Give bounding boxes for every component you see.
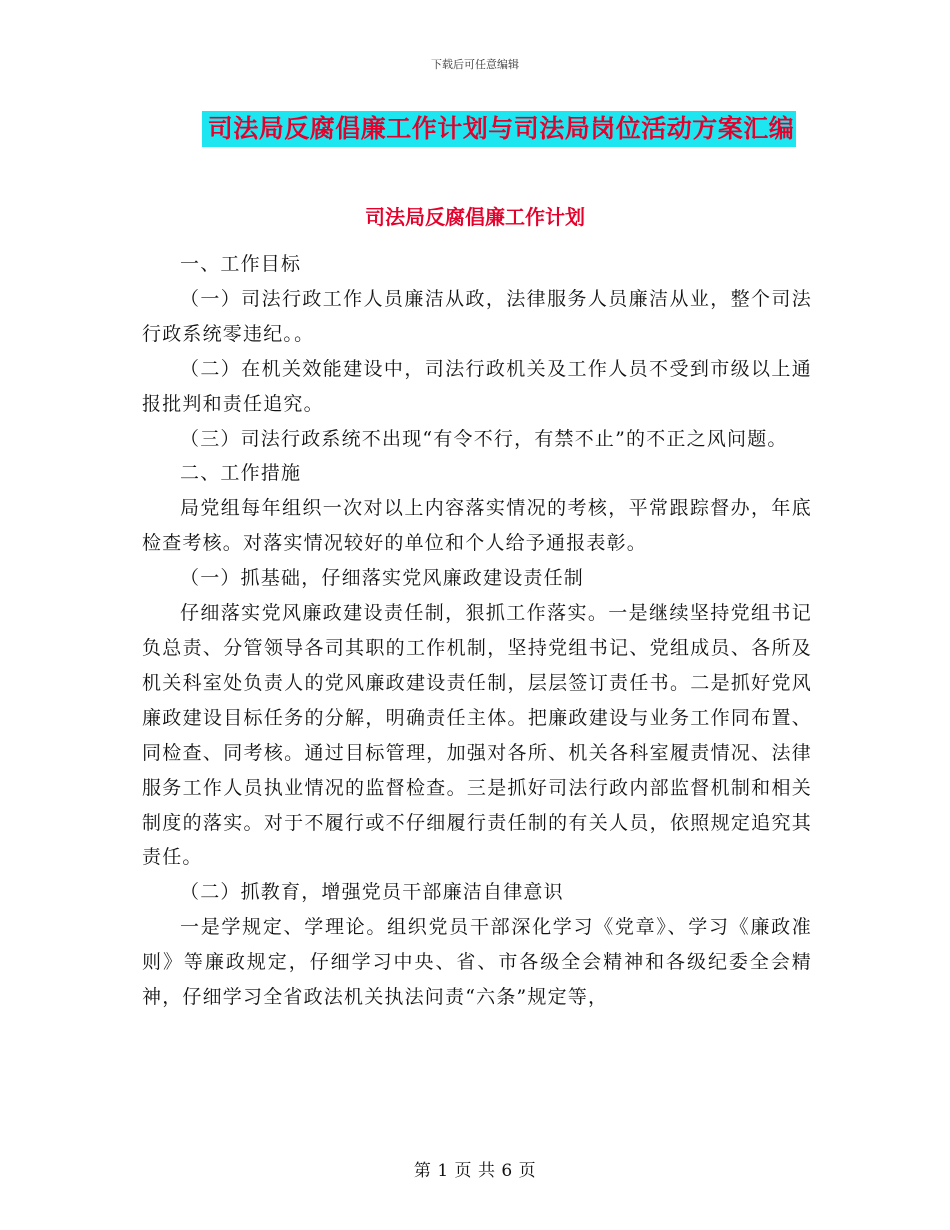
paragraph-goal-1: （一）司法行政工作人员廉洁从政，法律服务人员廉洁从业，整个司法行政系统零违纪。。 bbox=[142, 287, 812, 345]
page-number-footer: 第 1 页 共 6 页 bbox=[413, 1161, 537, 1181]
paragraph-measures-intro: 局党组每年组织一次对以上内容落实情况的考核，平常跟踪督办，年底检查考核。对落实情况较好的单位和个人给予通报表彰。 bbox=[142, 497, 812, 555]
paragraph-goal-2: （二）在机关效能建设中，司法行政机关及工作人员不受到市级以上通报批判和责任追究。 bbox=[142, 357, 812, 415]
main-title-container bbox=[0, 111, 950, 147]
paragraph-study-regulations: 一是学规定、学理论。组织党员干部深化学习《党章》、学习《廉政准则》等廉政规定，仔细学习中央、省、市各级全会精神和各级纪委全会精神，仔细学习全省政法机关执法问责“六条”规定等， bbox=[142, 916, 812, 1009]
section-title: 司法局反腐倡廉工作计划 bbox=[365, 205, 585, 229]
document-main-title: 司法局反腐倡廉工作计划与司法局岗位活动方案汇编 bbox=[202, 111, 797, 147]
subheading-foundation: （一）抓基础，仔细落实党风廉政建设责任制 bbox=[180, 567, 585, 590]
subheading-education: （二）抓教育，增强党员干部廉洁自律意识 bbox=[180, 881, 564, 904]
header-note: 下载后可任意编辑 bbox=[431, 58, 519, 71]
heading-work-goals: 一、工作目标 bbox=[180, 253, 302, 275]
paragraph-goal-3: （三）司法行政系统不出现“有令不行，有禁不止”的不正之风问题。 bbox=[180, 427, 788, 450]
document-body bbox=[142, 247, 812, 1015]
paragraph-responsibility-system: 仔细落实党风廉政建设责任制，狠抓工作落实。一是继续坚持党组书记负总责、分管领导各司其职的工作机制，坚持党组书记、党组成员、各所及机关科室处负责人的党风廉政建设责任制，层层签订责任书。二是抓好党风廉政建设目标任务的分解，明确责任主体。把廉政建设与业务工作同布置、同检查、同考核。通过目标管理，加强对各所、机关各科室履责情况、法律服务工作人员执业情况的监督检查。三是抓好司法行政内部监督机制和相关制度的落实。对于不履行或不仔细履行责任制的有关人员，依照规定追究其责任。 bbox=[142, 602, 812, 869]
heading-work-measures: 二、工作措施 bbox=[180, 462, 302, 485]
